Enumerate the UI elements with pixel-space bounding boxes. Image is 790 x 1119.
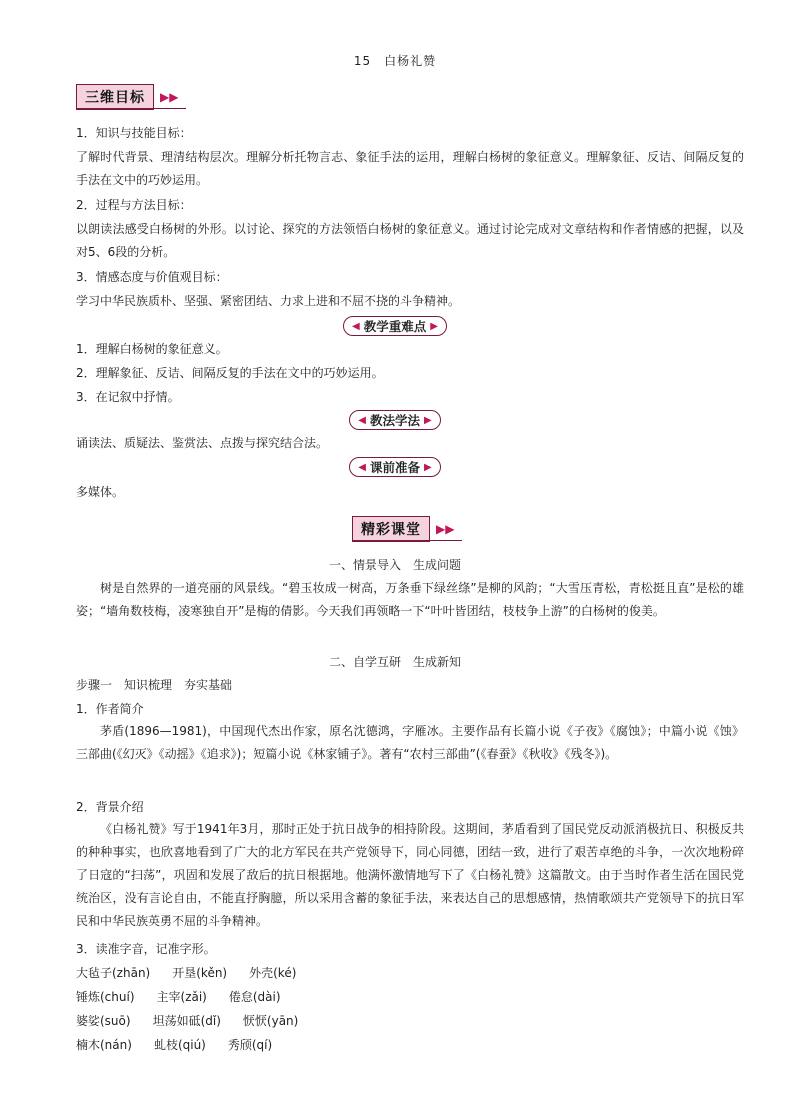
background-text: 《白杨礼赞》写于1941年3月，那时正处于抗日战争的相持阶段。这期间，茅盾看到了国民党反动派消极抗日、积极反共的种种事实，也欣喜地看到了广大的北方军民在共产党领导下，同心同德，团结一致，进行了艰苦卓绝的斗争，一次次地粉碎了日寇的“扫荡”，巩固和发展了敌后的抗日根据地。他满怀激情地写下了《白杨礼赞》这篇散文。由于当时作者生活在国民党统治区，没有言论自由，不能直抒胸臆，所以采用含蓄的象征手法，来表达自己的思想感情，热情歌颂共产党领导下的抗日军民和中华民族英勇不屈的斗争精神。 xyxy=(76,822,744,928)
chevron-right-icon: ▶ xyxy=(430,320,438,332)
pronunciation-item: 婆娑(suō) xyxy=(76,1014,131,1028)
badge-key-points-label: 教学重难点 xyxy=(363,319,427,334)
preparation-text: 多媒体。 xyxy=(76,485,125,499)
badge-preparation-label: 课前准备 xyxy=(369,460,420,475)
part1-heading: 一、情景导入 生成问题 xyxy=(328,558,461,572)
key-point-1: 1．理解白杨树的象征意义。 xyxy=(76,342,228,356)
pronunciation-row xyxy=(76,1012,298,1029)
section-goals-label: 三维目标 xyxy=(76,84,154,110)
lesson-title: 15 白杨礼赞 xyxy=(353,54,437,68)
chevron-left-icon: ◀ xyxy=(358,461,366,473)
step-one: 步骤一 知识梳理 夯实基础 xyxy=(76,678,233,692)
pronunciation-title: 3．读准字音，记准字形。 xyxy=(76,942,216,956)
pronunciation-item: 秀颀(qí) xyxy=(227,1038,273,1052)
chevron-right-icon: ▶ xyxy=(424,414,432,426)
key-point-2: 2．理解象征、反诘、间隔反复的手法在文中的巧妙运用。 xyxy=(76,366,384,380)
badge-key-points-pill xyxy=(343,316,447,336)
chevron-left-icon: ◀ xyxy=(358,414,366,426)
badge-key-points xyxy=(0,316,790,336)
author-title: 1．作者简介 xyxy=(76,702,144,716)
pronunciation-item: 开垦(kěn) xyxy=(172,966,228,980)
pronunciation-item: 大毡子(zhān) xyxy=(76,966,151,980)
section-class-label: 精彩课堂 xyxy=(352,516,430,542)
author-text: 茅盾(1896—1981)，中国现代杰出作家，原名沈德鸿，字雁冰。主要作品有长篇小说《子夜》《腐蚀》；中篇小说《蚀》三部曲(《幻灭》《动摇》《追求》)；短篇小说《林家铺子》。著有“农村三部曲”(《春蚕》《秋收》《残冬》)。 xyxy=(76,724,744,761)
badge-methods-pill xyxy=(349,410,440,430)
part2-heading: 二、自学互研 生成新知 xyxy=(328,655,461,669)
goal-1-text: 了解时代背景、理清结构层次。理解分析托物言志、象征手法的运用，理解白杨树的象征意义。理解象征、反诘、间隔反复的手法在文中的巧妙运用。 xyxy=(76,150,744,187)
pronunciation-item: 楠木(nán) xyxy=(76,1038,132,1052)
pronunciation-item: 虬枝(qiú) xyxy=(153,1038,206,1052)
section-goals-rule xyxy=(76,108,186,109)
pronunciation-row xyxy=(76,964,296,981)
goal-3-title: 3．情感态度与价值观目标： xyxy=(76,270,228,284)
pronunciation-row xyxy=(76,988,281,1005)
badge-preparation-pill xyxy=(349,457,440,477)
pronunciation-item: 主宰(zǎi) xyxy=(156,990,207,1004)
pronunciation-item: 锤炼(chuí) xyxy=(76,990,135,1004)
badge-methods-label: 教法学法 xyxy=(369,413,420,428)
double-arrow-icon: ▶▶ xyxy=(160,90,179,104)
pronunciation-item: 外壳(ké) xyxy=(249,966,297,980)
background-title: 2．背景介绍 xyxy=(76,800,144,814)
badge-methods xyxy=(0,410,790,430)
pronunciation-item: 恹恹(yān) xyxy=(242,1014,299,1028)
double-arrow-icon: ▶▶ xyxy=(436,522,455,536)
goal-1-title: 1．知识与技能目标： xyxy=(76,126,192,140)
key-point-3: 3．在记叙中抒情。 xyxy=(76,390,180,404)
pronunciation-row xyxy=(76,1036,272,1053)
chevron-right-icon: ▶ xyxy=(424,461,432,473)
chevron-left-icon: ◀ xyxy=(352,320,360,332)
pronunciation-item: 倦怠(dài) xyxy=(228,990,281,1004)
goal-2-title: 2．过程与方法目标： xyxy=(76,198,192,212)
goal-2-text: 以朗读法感受白杨树的外形。以讨论、探究的方法领悟白杨树的象征意义。通过讨论完成对文章结构和作者情感的把握，以及对5、6段的分析。 xyxy=(76,222,744,259)
pronunciation-item: 坦荡如砥(dǐ) xyxy=(152,1014,221,1028)
badge-preparation xyxy=(0,457,790,477)
goal-3-text: 学习中华民族质朴、坚强、紧密团结、力求上进和不屈不挠的斗争精神。 xyxy=(76,294,461,308)
section-class-header xyxy=(352,516,454,542)
section-class-rule xyxy=(352,540,462,541)
section-goals-header xyxy=(76,84,178,110)
part1-text: 树是自然界的一道亮丽的风景线。“碧玉妆成一树高，万条垂下绿丝绦”是柳的风韵；“大雪压青松，青松挺且直”是松的雄姿；“墙角数枝梅，凌寒独自开”是梅的倩影。今天我们再领略一下“叶叶皆团结，枝枝争上游”的白杨树的俊美。 xyxy=(76,581,744,618)
methods-text: 诵读法、质疑法、鉴赏法、点拨与探究结合法。 xyxy=(76,436,329,450)
